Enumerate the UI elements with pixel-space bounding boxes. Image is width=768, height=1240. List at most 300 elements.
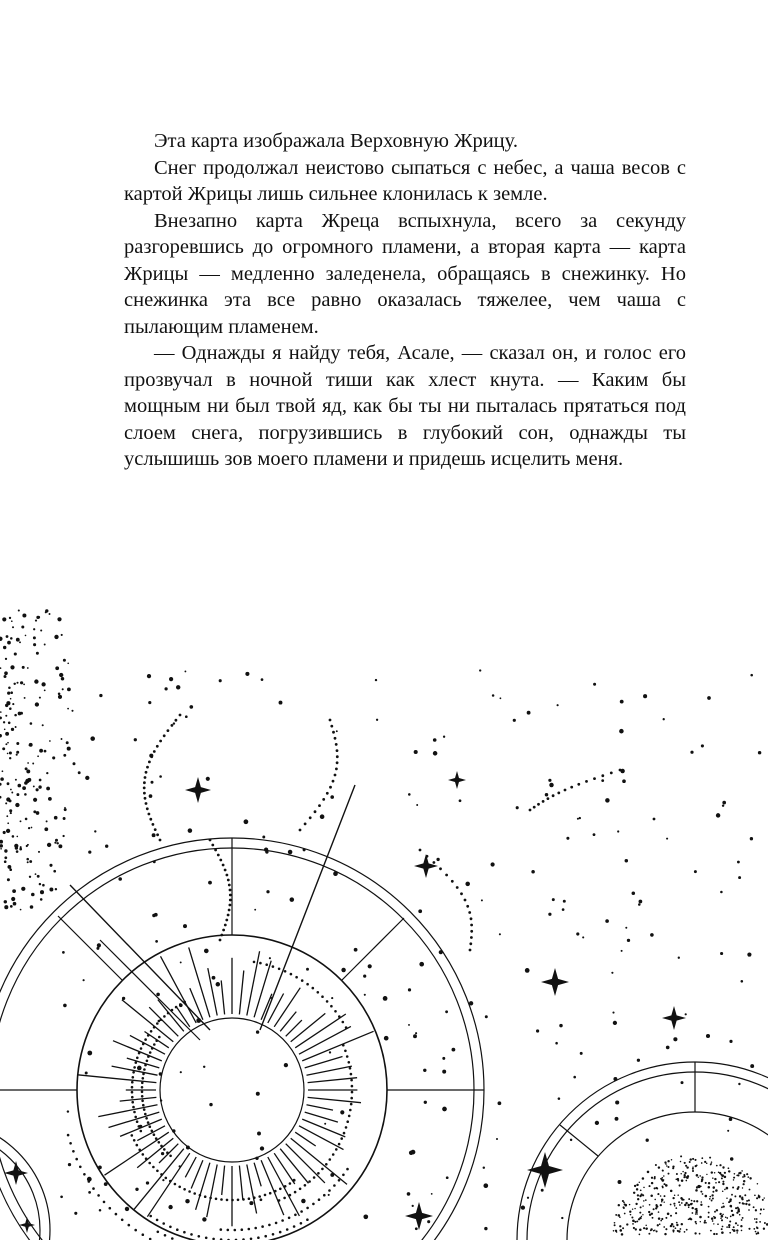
star-dot [755,1231,757,1233]
star-dot [706,1034,710,1038]
star-dot [632,1208,633,1209]
star-dot [8,687,11,690]
star-dot [741,1170,743,1172]
star-dot [726,1187,729,1190]
star-dot [701,1157,703,1159]
star-dot [662,1187,664,1189]
star-dot [593,777,596,780]
star-dot [741,1219,743,1221]
left-wheel-inner [0,1130,40,1240]
star-dot [98,1166,102,1170]
star-dot [654,1187,656,1189]
star-dot [407,1192,411,1196]
star-dot [203,1066,205,1068]
star-dot [676,1224,678,1226]
star-dot [0,844,3,848]
star-dot [144,1113,147,1116]
star-dot [322,798,325,801]
star-dot [720,952,723,955]
star-dot [168,1205,172,1209]
star-dot [764,1222,766,1224]
star-dot [97,1194,100,1197]
star-dot [30,905,34,909]
star-dot [547,797,550,800]
star-dot [16,751,19,754]
star-dot [61,738,63,740]
star-dot [269,1192,272,1195]
star-dot [655,1164,657,1166]
star-dot [721,1231,724,1234]
star-dot [145,802,148,805]
star-dot [342,1044,345,1047]
star-dot [708,1182,710,1184]
star-dot [72,1150,75,1153]
star-dot [681,1198,683,1200]
star-dot [39,883,41,885]
star-dot [142,1153,145,1156]
star-dot [58,844,62,848]
star-dot [156,993,160,997]
star-dot [44,689,46,691]
star-dot [57,617,61,621]
star-dot [257,1236,260,1239]
star-dot [722,1181,724,1183]
star-dot [720,1217,722,1219]
star-dot [601,774,604,777]
star-dot [136,1144,139,1147]
star-dot [244,819,249,824]
star-dot [670,1190,673,1193]
star-dot [169,677,173,681]
star-dot [661,1177,663,1179]
star-dot [681,1081,684,1084]
star-dot [142,1104,145,1107]
star-dot [657,1193,659,1195]
star-dot [739,1202,741,1204]
star-dot [345,1126,348,1129]
star-dot [711,1171,713,1173]
star-dot [6,829,10,833]
star-dot [618,1204,620,1206]
star-dot [348,1115,351,1118]
star-dot [704,1221,706,1223]
star-dot [645,1225,646,1226]
star-dot [658,1217,661,1220]
star-dot [695,1221,697,1223]
star-dot [756,1226,758,1228]
star-dot [722,1214,724,1216]
star-dot [56,842,58,844]
star-dot [295,976,298,979]
star-dot [46,820,48,822]
star-dot [36,788,39,791]
star-dot [563,900,566,903]
star-dot [741,980,744,983]
star-dot [5,658,7,660]
star-dot [258,1195,261,1198]
star-dot [719,1164,721,1166]
paragraph: Снег продолжал неистово сыпаться с небес, а чаша весов с картой Жрицы лишь сильнее клонилась к земле. [124,156,686,205]
star-dot [346,1055,349,1058]
star-dot [695,1211,697,1213]
star-dot [762,1199,764,1201]
star-dot [418,909,422,913]
star-dot [159,839,162,842]
star-dot [622,1227,624,1229]
star-dot [529,809,532,812]
star-dot [293,1225,296,1228]
star-dot [579,817,581,819]
star-dot [717,1223,719,1225]
star-dot [226,874,229,877]
star-dot [299,1188,302,1191]
star-dot [736,1232,738,1234]
star-dot [301,1199,305,1203]
star-dot [10,665,14,669]
star-dot [279,1231,282,1234]
star-dot [6,635,9,638]
star-dot [749,1177,751,1179]
star-dot [12,626,14,628]
star-dot [712,1191,714,1193]
star-dot [687,1175,689,1177]
sun-ray [308,1078,358,1083]
star-dot [12,703,14,705]
star-dot [222,864,225,867]
star-dot [42,884,45,887]
star-dot [760,1208,762,1210]
star-dot [257,1132,261,1136]
star-dot [140,1047,143,1050]
star-dot [452,1048,456,1052]
star-dot [701,744,704,747]
star-dot [656,1230,658,1232]
star-dot [14,652,17,655]
star-dot [216,982,221,987]
star-dot [733,1179,735,1181]
star-dot [153,1026,156,1029]
star-dot [125,1207,129,1211]
star-dot [16,682,18,684]
star-dot [705,1195,708,1198]
star-dot [660,1204,662,1206]
star-dot [700,1221,701,1222]
star-dot [303,848,306,851]
star-dot [317,991,320,994]
star-dot [152,1166,155,1169]
star-dot [37,755,39,757]
star-dot [632,1220,635,1223]
star-dot [99,694,102,697]
star-dot [190,1233,193,1236]
star-dot [412,1205,414,1207]
star-dot [593,833,596,836]
star-dot [673,1226,675,1228]
star-dot [552,898,555,901]
star-dot [675,1207,677,1209]
star-dot [7,641,11,645]
star-dot [727,1130,729,1132]
star-dot [464,899,467,902]
star-dot [61,634,63,636]
star-dot [729,1232,731,1234]
star-dot [184,670,186,672]
star-dot [677,1180,679,1182]
star-dot [189,705,193,709]
star-dot [83,1173,86,1176]
star-dot [763,1228,765,1230]
star-dot [152,833,156,837]
star-dot [155,940,158,943]
beam-line [260,785,355,1030]
star-dot [149,1215,152,1218]
star-dot [323,1194,326,1197]
star-dot [695,1208,697,1210]
star-dot [227,1229,230,1232]
star-dot [163,734,166,737]
star-dot [695,1223,697,1225]
star-dot [160,1173,163,1176]
star-dot [542,800,545,803]
star-dot [270,997,272,999]
star-dot [146,766,149,769]
star-dot [344,1050,347,1053]
star-dot [16,754,18,756]
star-dot [211,844,214,847]
star-dot [746,1200,748,1202]
star-dot [730,1157,733,1160]
star-dot [570,1139,572,1141]
star-dot [620,700,624,704]
star-dot [754,1194,756,1196]
star-dot [10,789,12,791]
sun-ray [191,1160,203,1188]
star-dot [456,886,459,889]
star-dot [729,1200,731,1202]
star-dot [151,1047,154,1050]
sun-ray [299,1126,344,1150]
star-dot [217,854,220,857]
star-dot [165,1177,168,1180]
star-dot [333,1184,336,1187]
star-dot [557,704,559,706]
star-dot [36,652,39,655]
star-dot [63,817,66,820]
star-dot [175,1006,178,1009]
star-dot [647,1171,650,1174]
star-dot [185,715,188,718]
star-dot [699,1175,701,1177]
star-dot [672,1197,674,1199]
star-dot [71,710,73,712]
star-dot [685,1013,687,1015]
star-dot [15,846,18,849]
star-dot [10,698,12,700]
star-dot [53,870,56,873]
star-dot [651,1177,653,1179]
star-dot [674,1194,676,1196]
star-dot [172,1129,175,1132]
star-dot [350,1103,353,1106]
sun-ray [189,947,210,1017]
star-dot [179,1165,181,1167]
star-dot [300,1222,303,1225]
star-dot [167,729,170,732]
star-dot [153,1133,156,1136]
star-dot [290,973,293,976]
star-dot [49,888,53,892]
star-dot [675,1227,677,1229]
star-dot [639,1234,641,1236]
star-dot [363,1214,368,1219]
star-dot [299,829,302,832]
star-dot [148,701,151,704]
star-dot [722,1183,724,1185]
star-dot [260,1146,264,1150]
star-dot [338,1179,341,1182]
star-dot [63,659,66,662]
star-dot [330,795,334,799]
star-dot [39,779,42,782]
star-dot [671,1159,673,1161]
star-dot [133,1066,136,1069]
star-dot [2,770,4,772]
star-dot [188,1190,191,1193]
star-dot [346,1168,349,1171]
star-dot [226,1199,229,1202]
star-dot [288,1217,291,1220]
star-dot [231,1199,234,1202]
star-dot [706,1174,707,1175]
star-dot [686,1166,688,1168]
star-dot [193,1192,196,1195]
star-dot [332,1153,335,1156]
star-dot [750,1064,754,1068]
star-dot [726,1226,728,1228]
star-dot [661,1199,664,1202]
star-dot [183,1231,186,1234]
star-dot [618,1180,622,1184]
star-dot [39,749,43,753]
sparkle-star-icon [185,777,211,803]
star-dot [304,823,307,826]
star-dot [11,728,14,731]
star-dot [149,794,153,798]
sun-ray [239,971,243,1015]
star-dot [726,1217,728,1219]
star-dot [7,691,10,694]
star-dot [557,792,560,795]
star-dot [711,1217,714,1220]
star-dot [45,609,48,612]
star-dot [721,1228,723,1230]
star-dot [615,1230,617,1232]
star-dot [689,1161,691,1163]
star-dot [496,1138,498,1140]
star-dot [6,815,8,817]
star-dot [346,1120,349,1123]
star-dot [734,1195,736,1197]
star-dot [691,1200,693,1202]
star-dot [7,742,9,744]
star-dot [49,864,52,867]
star-dot [156,833,159,836]
star-dot [729,1117,733,1121]
star-dot [711,1194,713,1196]
star-dot [566,837,569,840]
star-dot [351,1085,354,1088]
star-dot [747,953,751,957]
star-dot [338,1015,341,1018]
star-dot [677,1194,679,1196]
star-dot [32,763,34,765]
star-dot [143,787,146,790]
star-dot [281,1219,284,1222]
star-dot [264,1235,267,1238]
star-dot [289,1194,292,1197]
star-dot [731,1210,733,1212]
star-dot [442,1057,445,1060]
star-dot [698,1177,699,1178]
star-dot [552,794,555,797]
star-dot [4,849,7,852]
star-dot [729,1040,732,1043]
star-dot [619,1225,621,1227]
star-dot [483,1183,488,1188]
star-dot [9,751,12,754]
star-dot [75,1158,78,1161]
star-dot [624,1213,626,1215]
star-dot [54,635,58,639]
right-wheel-outer [517,1062,768,1240]
star-dot [155,1039,158,1042]
star-dot [635,1228,637,1230]
star-dot [729,1220,731,1222]
star-dot [169,1226,172,1229]
star-dot [714,1211,716,1213]
star-dot [680,1228,682,1230]
star-dot [256,1030,259,1033]
star-dot [87,1051,92,1056]
star-dot [27,667,29,669]
star-dot [61,677,64,680]
star-dot [78,771,81,774]
star-dot [29,860,32,863]
star-dot [736,1229,738,1231]
star-dot [4,860,7,863]
star-dot [521,1205,525,1209]
star-dot [714,1178,716,1180]
star-dot [229,889,232,892]
star-dot [24,697,26,699]
star-dot [688,1207,690,1209]
star-dot [149,1125,152,1128]
star-dot [152,823,155,826]
star-dot [750,837,753,840]
star-dot [721,1206,723,1208]
star-dot [737,1224,739,1226]
star-dot [335,743,338,746]
star-dot [498,1101,502,1105]
star-dot [162,1222,165,1225]
star-dot [278,968,281,971]
star-dot [433,738,437,742]
star-dot [559,1024,562,1027]
star-dot [222,929,225,932]
star-dot [141,1095,144,1098]
star-dot [623,1207,625,1209]
star-dot [549,783,553,787]
